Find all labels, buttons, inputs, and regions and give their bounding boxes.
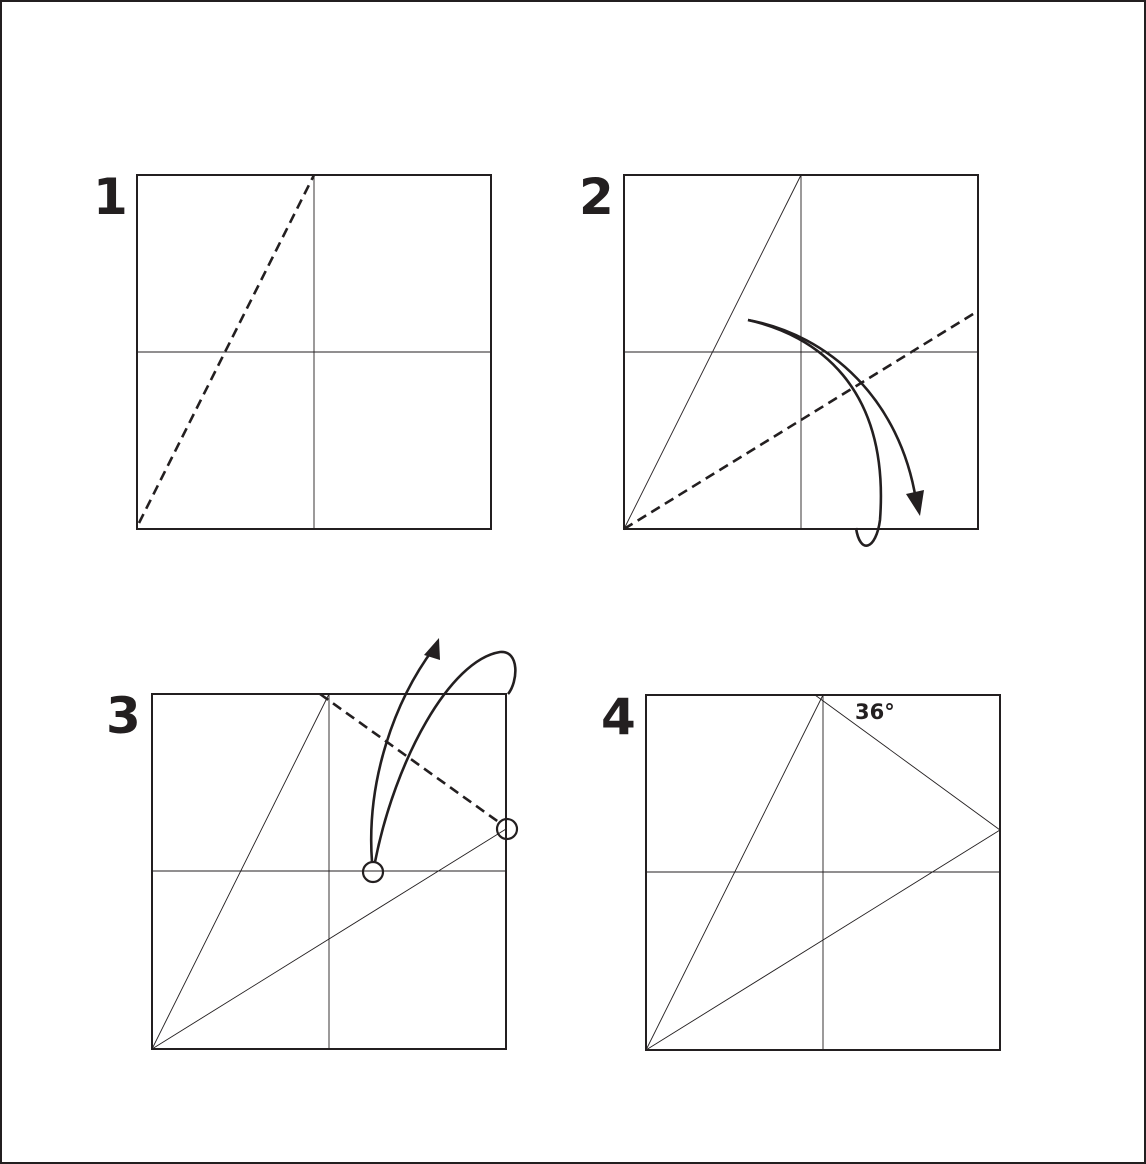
- step-number: 3: [106, 687, 141, 745]
- step-4: [601, 688, 1000, 1050]
- step-3: [106, 638, 517, 1049]
- step-number: 2: [579, 168, 614, 226]
- step-number: 4: [601, 688, 636, 746]
- angle-label: 36°: [855, 700, 895, 724]
- step-1: [93, 168, 491, 529]
- step-number: 1: [93, 168, 128, 226]
- step-2: [579, 168, 978, 546]
